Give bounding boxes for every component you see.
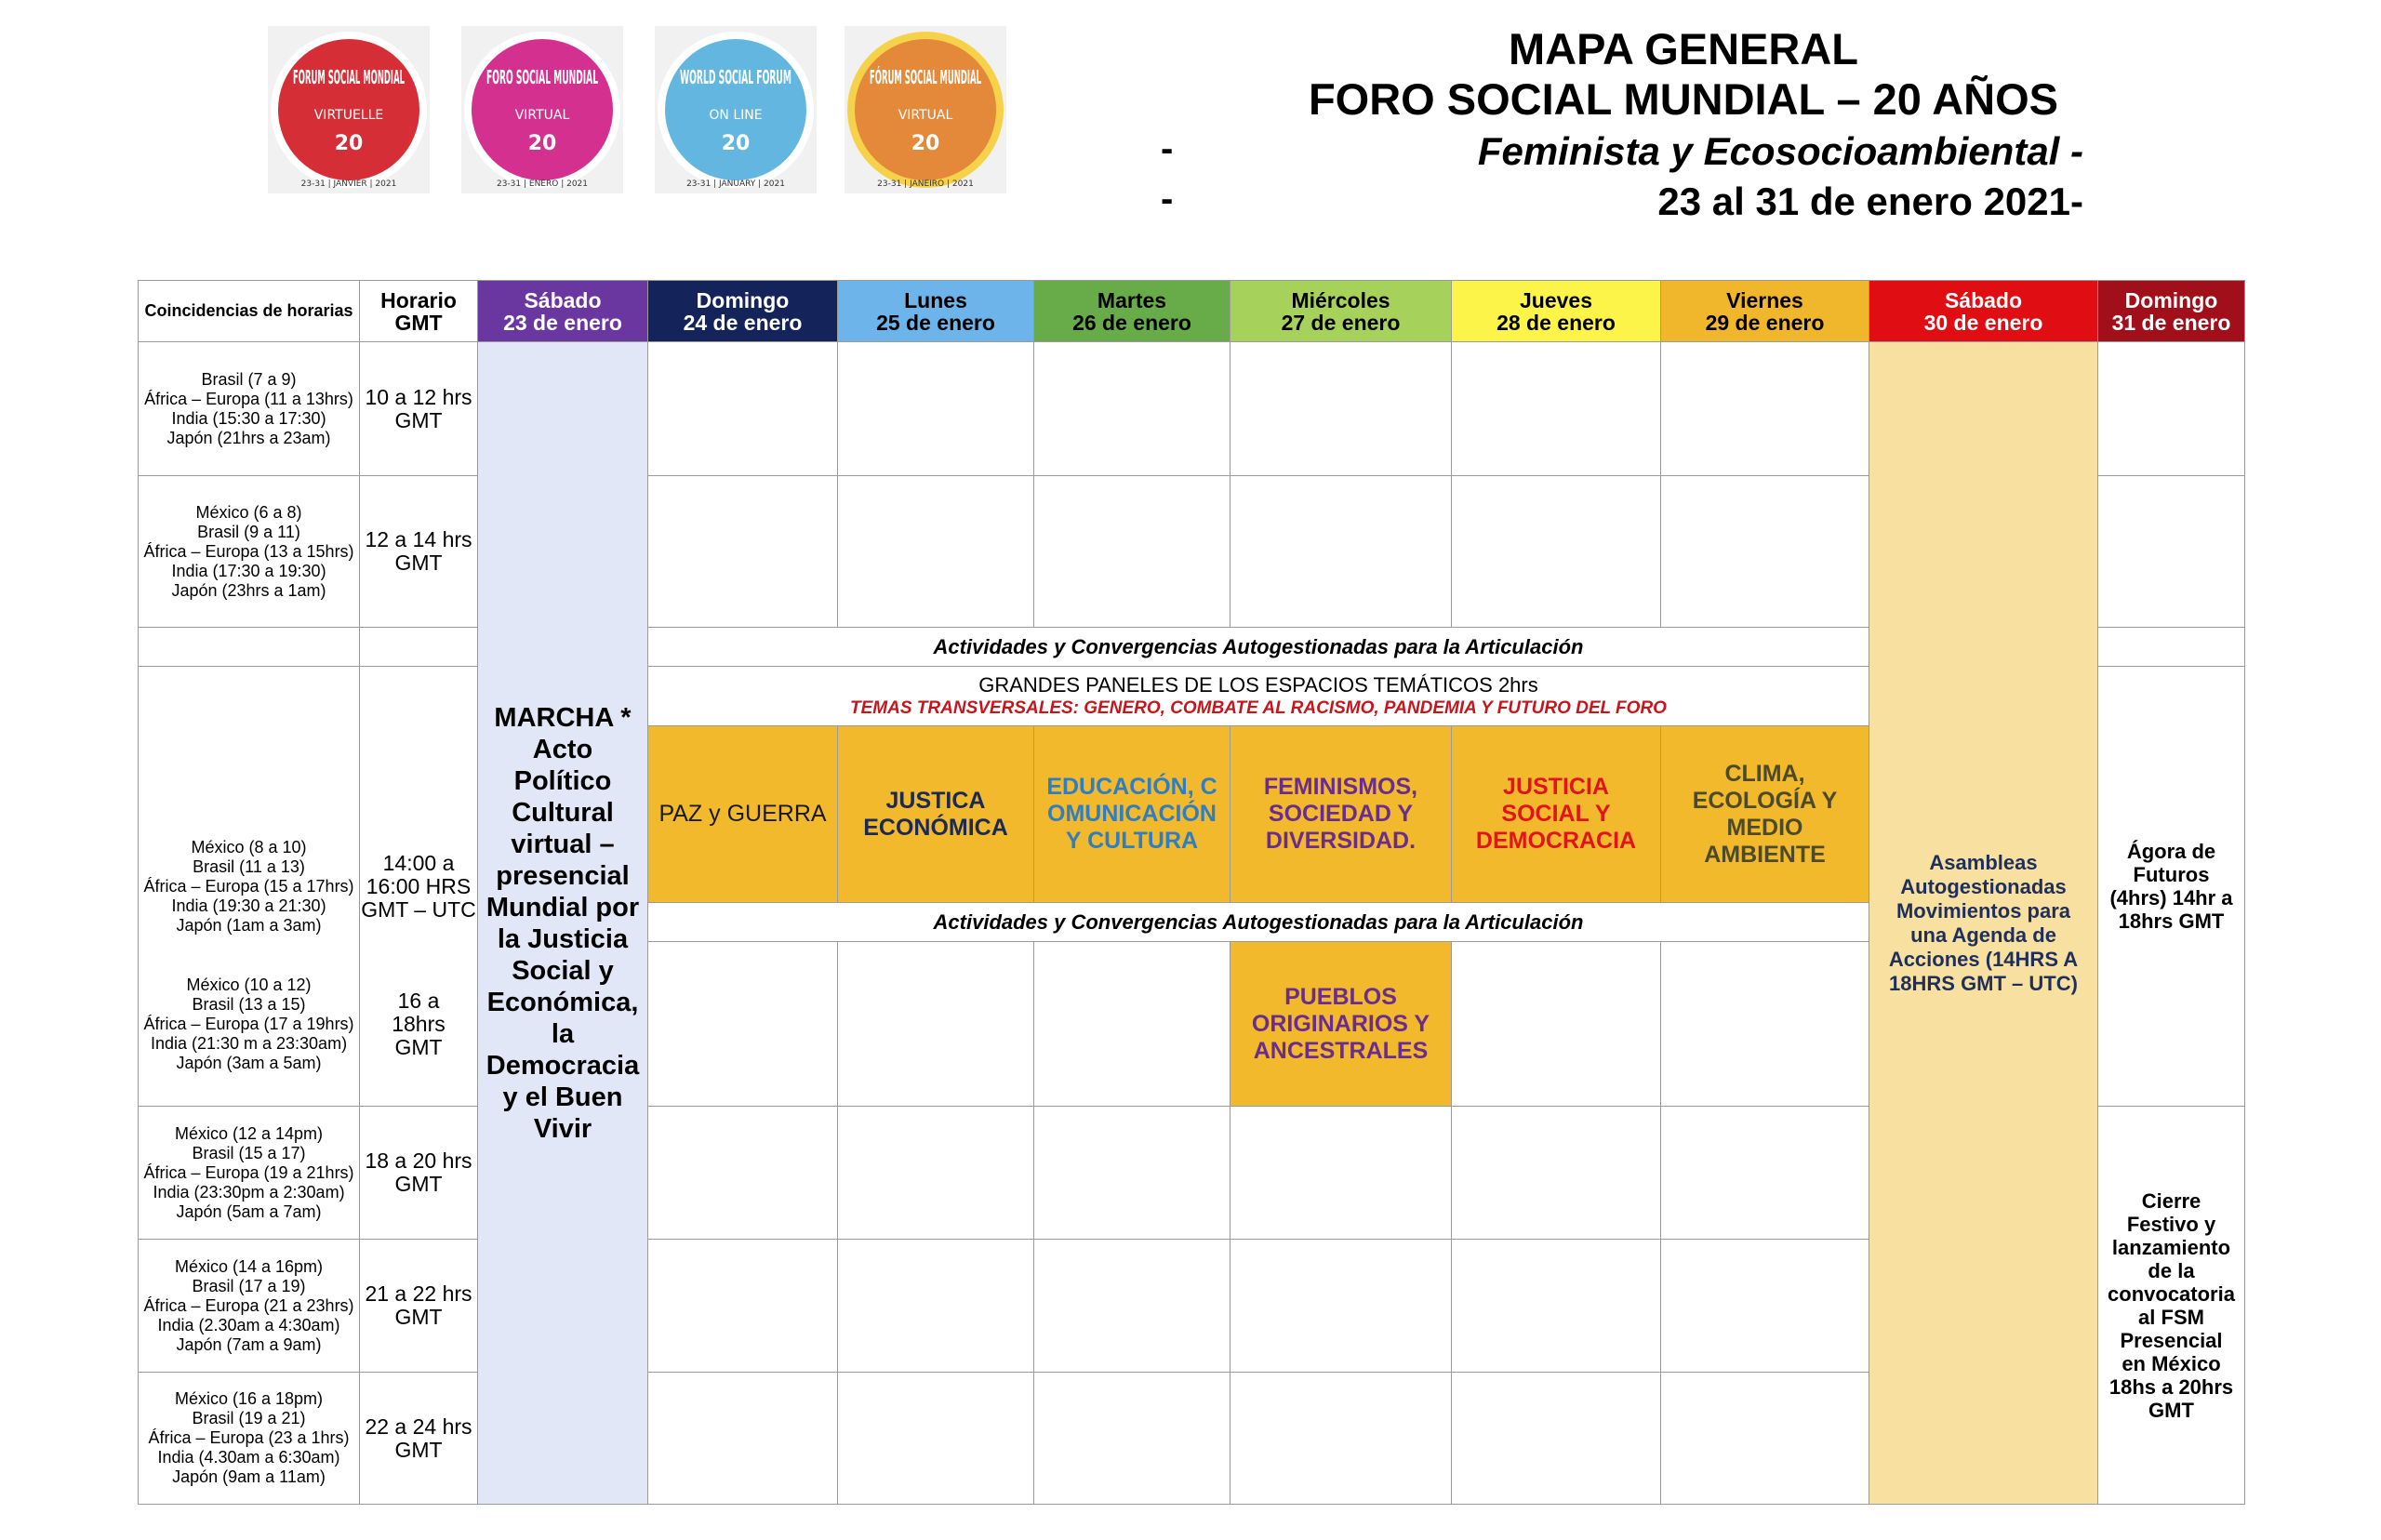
paneles-cell (648, 667, 1869, 726)
page-subtitle: FORO SOCIAL MUNDIAL – 20 AÑOS (1308, 74, 2059, 124)
gmt-cell: 14:00 a 16:00 HRS GMT – UTC (360, 667, 478, 1107)
day-date: 25 de enero (876, 310, 995, 335)
day-date: 26 de enero (1072, 310, 1191, 335)
empty-cell (139, 628, 360, 667)
col-header-day (1034, 281, 1230, 342)
theme-paz-guerra (648, 726, 838, 903)
theme-label: EDUCACIÓN, COMUNICACIÓN Y CULTURA (1046, 774, 1217, 854)
col-header-horario: Horario GMT (360, 281, 478, 342)
logo-name-line: FORUM SOCIAL MONDIAL (293, 66, 406, 88)
marcha-cell (478, 342, 648, 1505)
logo-wsf-online (655, 26, 817, 193)
gmt-cell: 12 a 14 hrs GMT (360, 476, 478, 628)
logo-edition: VIRTUELLE (313, 108, 384, 123)
empty-cell (1661, 942, 1869, 1107)
day-date: 30 de enero (1923, 310, 2043, 335)
empty-cell (1230, 1240, 1452, 1373)
logo-name-line: FORO SOCIAL MUNDIAL (486, 66, 599, 88)
theme-justicia-social (1452, 726, 1661, 903)
logo-date: 23-31 | JANUARY | 2021 (686, 179, 785, 189)
empty-cell (1452, 476, 1661, 628)
coincidencias-cell: México (8 a 10) Brasil (11 a 13) África – Europa (15 a 17hrs) India (19:30 a 21:30) Japón (1am a 3am) (139, 667, 360, 1107)
day-date: 31 de enero (2111, 310, 2231, 335)
coincidencias-cell: México (14 a 16pm) Brasil (17 a 19) África – Europa (21 a 23hrs) India (2.30am a 4:30am) Japón (7am a 9am) (139, 1240, 360, 1373)
logo-date: 23-31 | ENERO | 2021 (496, 179, 589, 189)
page-subtitle-dates: 23 al 31 de enero 2021- (1657, 179, 2083, 223)
day-name: Jueves (1519, 287, 1592, 312)
coincidencias-cell: México (16 a 18pm) Brasil (19 a 21) África – Europa (23 a 1hrs) India (4.30am a 6:30am) Japón (9am a 11am) (139, 1373, 360, 1505)
col-header-day (1869, 281, 2098, 342)
theme-label: JUSTICA ECONÓMICA (863, 787, 1008, 841)
empty-cell (838, 342, 1034, 476)
col-header-day (1661, 281, 1869, 342)
col-header-day (478, 281, 648, 342)
svg-text:20: 20 (527, 132, 557, 155)
svg-text:20: 20 (721, 132, 751, 155)
empty-cell (1452, 942, 1661, 1107)
empty-cell (648, 1107, 838, 1240)
theme-clima (1661, 726, 1869, 903)
empty-cell (1661, 1240, 1869, 1373)
marcha-text: MARCHA * Acto Político Cultural virtual – presencial Mundial por la Justicia Social y Económica, la Democracia y el Buen Vivir (486, 702, 640, 1144)
header-row (139, 281, 2245, 342)
agora-cell (2098, 667, 2245, 1107)
empty-cell (1230, 476, 1452, 628)
theme-label: JUSTICIA SOCIAL Y DEMOCRACIA (1475, 774, 1637, 854)
theme-label: CLIMA, ECOLOGÍA Y MEDIO AMBIENTE (1692, 760, 1838, 868)
page-title: MAPA GENERAL (1509, 24, 1858, 73)
day-name: Miércoles (1291, 287, 1390, 312)
empty-cell (1452, 1373, 1661, 1505)
logo-edition: VIRTUAL (898, 108, 953, 123)
gmt-cell: 18 a 20 hrs GMT (360, 1107, 478, 1240)
empty-cell (360, 628, 478, 667)
empty-cell (1230, 1107, 1452, 1240)
dash-bullet: - (1161, 128, 1174, 169)
empty-cell (1661, 342, 1869, 476)
empty-cell (1452, 1107, 1661, 1240)
coincidencias-cell: México (12 a 14pm) Brasil (15 a 17) África – Europa (19 a 21hrs) India (23:30pm a 2:30am) Japón (5am a 7am) (139, 1107, 360, 1240)
day-date: 23 de enero (503, 310, 622, 335)
actividades-cell: Actividades y Convergencias Autogestionadas para la Articulación (648, 628, 1869, 667)
empty-cell (2098, 342, 2245, 476)
day-name: Sábado (524, 287, 602, 312)
empty-cell (648, 342, 838, 476)
empty-cell (1452, 342, 1661, 476)
empty-cell (648, 1240, 838, 1373)
logo-fsm-virtual-es (461, 26, 623, 193)
day-name: Domingo (2124, 287, 2218, 312)
theme-label: FEMINISMOS, SOCIEDAD Y DIVERSIDAD. (1263, 774, 1418, 854)
asambleas-cell (1869, 342, 2098, 1505)
empty-cell (2098, 476, 2245, 628)
logo-name-line: WORLD SOCIAL FORUM (680, 66, 791, 88)
agora-text: Ágora de Futuros (4hrs) 14hr a 18hrs GMT (2109, 840, 2233, 933)
empty-cell (1034, 942, 1230, 1107)
actividades-cell: Actividades y Convergencias Autogestionadas para la Articulación (648, 903, 1869, 942)
empty-cell (1034, 1107, 1230, 1240)
asambleas-text: Asambleas Autogestionadas Movimientos para una Agenda de Acciones (14HRS A 18HRS GMT – UTC) (1888, 850, 2079, 995)
empty-cell (1661, 1373, 1869, 1505)
day-date: 29 de enero (1705, 310, 1825, 335)
empty-cell (1230, 342, 1452, 476)
logo-edition: VIRTUAL (514, 108, 570, 123)
empty-cell (838, 1107, 1034, 1240)
coincidencias-cell: Brasil (7 a 9) África – Europa (11 a 13hrs) India (15:30 a 17:30) Japón (21hrs a 23am) (139, 342, 360, 476)
col-header-day (1452, 281, 1661, 342)
theme-justicia-economica (838, 726, 1034, 903)
empty-cell (838, 476, 1034, 628)
cierre-cell (2098, 1107, 2245, 1505)
day-name: Domingo (696, 287, 790, 312)
gmt-cell: 10 a 12 hrs GMT (360, 342, 478, 476)
day-name: Viernes (1726, 287, 1803, 312)
col-header-day (648, 281, 838, 342)
empty-cell (838, 1240, 1034, 1373)
theme-label: PAZ y GUERRA (658, 801, 827, 827)
empty-cell (1661, 1107, 1869, 1240)
row4-coincidencias: México (10 a 12) Brasil (13 a 15) África – Europa (17 a 19hrs) India (21:30 m a 23:30am) Japón (3am a 5am) (143, 975, 354, 1072)
day-date: 28 de enero (1496, 310, 1616, 335)
logo-name-line: FÓRUM SOCIAL MUNDIAL (870, 66, 982, 88)
logo-date: 23-31 | JANEIRO | 2021 (877, 179, 974, 189)
logo-date: 23-31 | JANVIER | 2021 (300, 179, 397, 189)
logo-fsm-virtuelle (268, 26, 430, 193)
day-date: 27 de enero (1281, 310, 1401, 335)
theme-pueblos-originarios (1230, 942, 1452, 1107)
day-name: Lunes (904, 287, 967, 312)
col-header-day (2098, 281, 2245, 342)
empty-cell (1034, 342, 1230, 476)
day-name: Martes (1097, 287, 1167, 312)
svg-text:20: 20 (911, 132, 940, 155)
paneles-title: GRANDES PANELES DE LOS ESPACIOS TEMÁTICOS 2hrs (978, 672, 1538, 697)
gmt-cell: 21 a 22 hrs GMT (360, 1240, 478, 1373)
empty-cell (1034, 476, 1230, 628)
day-date: 24 de enero (683, 310, 803, 335)
theme-feminismos (1230, 726, 1452, 903)
empty-cell (1034, 1240, 1230, 1373)
empty-cell (1452, 1240, 1661, 1373)
col-header-coincidencias: Coincidencias de horarias (139, 281, 360, 342)
day-name: Sábado (1944, 287, 2023, 312)
theme-label: PUEBLOS ORIGINARIOS Y ANCESTRALES (1251, 983, 1430, 1064)
gmt-cell: 22 a 24 hrs GMT (360, 1373, 478, 1505)
cierre-text: Cierre Festivo y lanzamiento de la convocatoria al FSM Presencial en México 18hs a 20hrs GMT (2108, 1188, 2235, 1422)
dash-bullet: - (1161, 179, 1174, 219)
row4-gmt: 16 a 18hrs GMT (392, 988, 446, 1059)
empty-cell (648, 476, 838, 628)
coincidencias-cell: México (6 a 8) Brasil (9 a 11) África – Europa (13 a 15hrs) India (17:30 a 19:30) Japón (23hrs a 1am) (139, 476, 360, 628)
logo-edition: ON LINE (709, 108, 763, 123)
empty-cell (648, 942, 838, 1107)
time-row (139, 342, 2245, 476)
empty-cell (1661, 476, 1869, 628)
empty-cell (1034, 1373, 1230, 1505)
svg-text:20: 20 (334, 132, 364, 155)
page-subtitle-theme: Feminista y Ecosocioambiental - (1477, 129, 2083, 173)
col-header-day (838, 281, 1034, 342)
empty-cell (2098, 628, 2245, 667)
theme-educacion (1034, 726, 1230, 903)
col-header-day (1230, 281, 1452, 342)
empty-cell (838, 942, 1034, 1107)
schedule-table (138, 280, 2245, 1505)
paneles-subtitle: TEMAS TRANSVERSALES: GENERO, COMBATE AL RACISMO, PANDEMIA Y FUTURO DEL FORO (850, 697, 1667, 718)
empty-cell (1230, 1373, 1452, 1505)
empty-cell (838, 1373, 1034, 1505)
empty-cell (648, 1373, 838, 1505)
logo-fsm-virtual-pt (845, 26, 1006, 193)
